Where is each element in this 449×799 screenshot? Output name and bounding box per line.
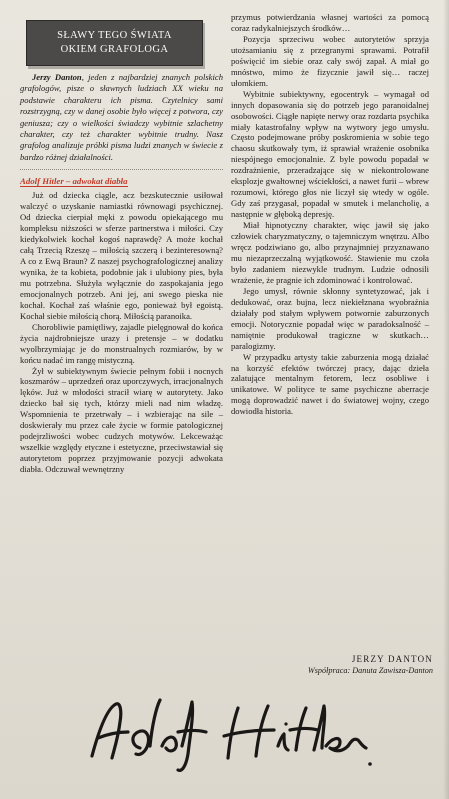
coworker-name: Danuta Zawisza-Danton [352, 666, 433, 675]
intro-text: , jeden z najbardziej znanych polskich grafologów, pisze o sławnych ludziach XX wieku na podstawie charakteru ich pisma. Czytelnicy sami rozstrzygną, czy w danej osobie było więcej z potwora, czy geniusza; czy o wielkości świadczy wybitnie szlachetny charakter, czy też charakter wybitnie trudny. Nasz grafolog analizuje próbki pisma ludzi znanych w świecie z bardzo różnej działalności. [20, 72, 223, 162]
body-paragraph: Wybitnie subiektywny, egocentryk – wymagał od innych dopasowania się do potrzeb jego paranoidalnej osobowości. Ciągłe napięte nerwy oraz rozdarta psychika miały katastrofalny wpływ na wytwory jego umysłu. Często podejmowane próby poskromienia w sobie tego chaosu skutkowały tym, iż sprawiał wrażenie osobnika niespójnego emocjonalnie. Z byle powodu popadał w rozdrażnienie, przeradzające się w niekontrolowane eksplozje gwałtownej wściekłości, a nawet furii – wbrew rozumowi, którego głos nie liczył się wtedy w ogóle. Gdy zaś przygasał, popadał w smutek i melancholię, a następnie w głęboką depresję. [231, 88, 429, 220]
body-paragraph: Pozycja sprzeciwu wobec autorytetów sprzyja utożsamianiu się z przegranymi sprawami. Potrafił poświęcić im siebie oraz cały swój zapał. A miał go mnóstwo, mimo że fizycznie jawił się… raczej ułomkiem. [231, 33, 429, 88]
article-intro [20, 72, 223, 169]
left-column [20, 20, 223, 475]
right-body-text [231, 12, 429, 417]
coworker-credit [308, 666, 433, 675]
coworker-label: Współpraca: [307, 666, 351, 675]
body-paragraph: Żył w subiektywnym świecie pełnym fobii i nocnych koszmarów – uprzedzeń oraz uporczywych, irracjonalnych lęków. Już w młodości stracił wiarę w autorytety. Jako dziecko bał się tych, którzy mieli nad nim władzę. Wspomnienia te przetrwały – i wzbierając na sile – doskwierały mu przez całe życie w formie patologicznej podejrzliwości wobec cudzych motywów. Lekceważąc wszelkie względy etyczne i estetyczne, przeciwstawiał się autorytetom poprzez przyjmowanie pozycji adwokata diabła. Odczuwał wewnętrzny [20, 365, 223, 475]
left-body-text [20, 190, 223, 475]
body-paragraph: W przypadku artysty takie zaburzenia mogą działać na korzyść efektów twórczej pracy, dając dzieła zalatujące mentalnym fetorem, lecz osobliwe i unikatowe. W polityce te same psychiczne aberracje mogą doprowadzić nawet i do światowej wojny, czego dowiodła historia. [231, 351, 429, 417]
article-title-box [26, 20, 203, 66]
body-paragraph: Miał hipnotyczny charakter, więc jawił się jako człowiek charyzmatyczny, o tajemniczym wnętrzu. Albo wręcz podziwiano go, albo przynajmniej przyznawano mu niezaprzeczalną wyjątkowość. Stawienie mu czoła było zadaniem niezwykle trudnym. Ludzie odnosili wrażenie, że pragnie ich zdominować i kontrolować. [231, 220, 429, 285]
article-credits [308, 654, 433, 675]
body-paragraph: Już od dziecka ciągle, acz bezskutecznie usiłował walczyć o uzyskanie namiastki równowagi psychicznej. Od dziecka cierpiał męki z powodu opiekającego mu kompleksu niższości w sferze partnerstwa i miłości. Czy kiedykolwiek kochał kogoś naprawdę? A może kochał całą Trzecią Rzeszę – miłością szczerą i bezinteresowną? A co z Ewą Braun? Z naszej psychografologicznej analizy wynika, że ta kobieta, podobnie jak i ulubiony pies, była mu potrzebna. Służyła wyłącznie do zaspokajania jego emocjonalnych potrzeb. Ani jej, ani swego pieska nie kochał. Kochał zaś właśnie ego, ponieważ był egoistą. Kochał siebie miłością chorą. Miłością paranoika. [20, 190, 223, 321]
article-title-line1: SŁAWY TEGO ŚWIATA [57, 30, 172, 41]
body-paragraph: przymus potwierdzania własnej wartości za pomocą coraz radykalniejszych środków… [231, 12, 429, 33]
article-title-line2: OKIEM GRAFOLOGA [60, 44, 169, 55]
section-heading-text: Adolf Hitler – adwokat diabła [20, 176, 128, 187]
author-name: JERZY DANTON [351, 654, 433, 664]
body-paragraph: Jego umysł, równie skłonny syntetyzować, jak i dedukować, oraz bujna, lecz niekiełznana wyobraźnia działały pod stałym wpływem potwornie zaburzonych emocji. Notorycznie popadał więc w paradoksalność – namiętnie produkował tragiczne w skutkach… paralogizmy. [231, 285, 429, 351]
right-column [231, 12, 429, 417]
section-heading [20, 176, 223, 186]
page-spine-shadow [443, 0, 449, 799]
body-paragraph: Chorobliwie pamiętliwy, zajadle pielęgnował do końca życia najdrobniejsze urazy i pretensje – w dodatku wyolbrzymiając je do monstrualnych rozmiarów, by w końcu nadać im rangę mistyczną. [20, 321, 223, 365]
intro-divider [20, 169, 223, 170]
intro-author-name: Jerzy Danton [32, 72, 82, 82]
signature-icon [78, 686, 378, 776]
handwritten-signature-image [78, 686, 378, 776]
